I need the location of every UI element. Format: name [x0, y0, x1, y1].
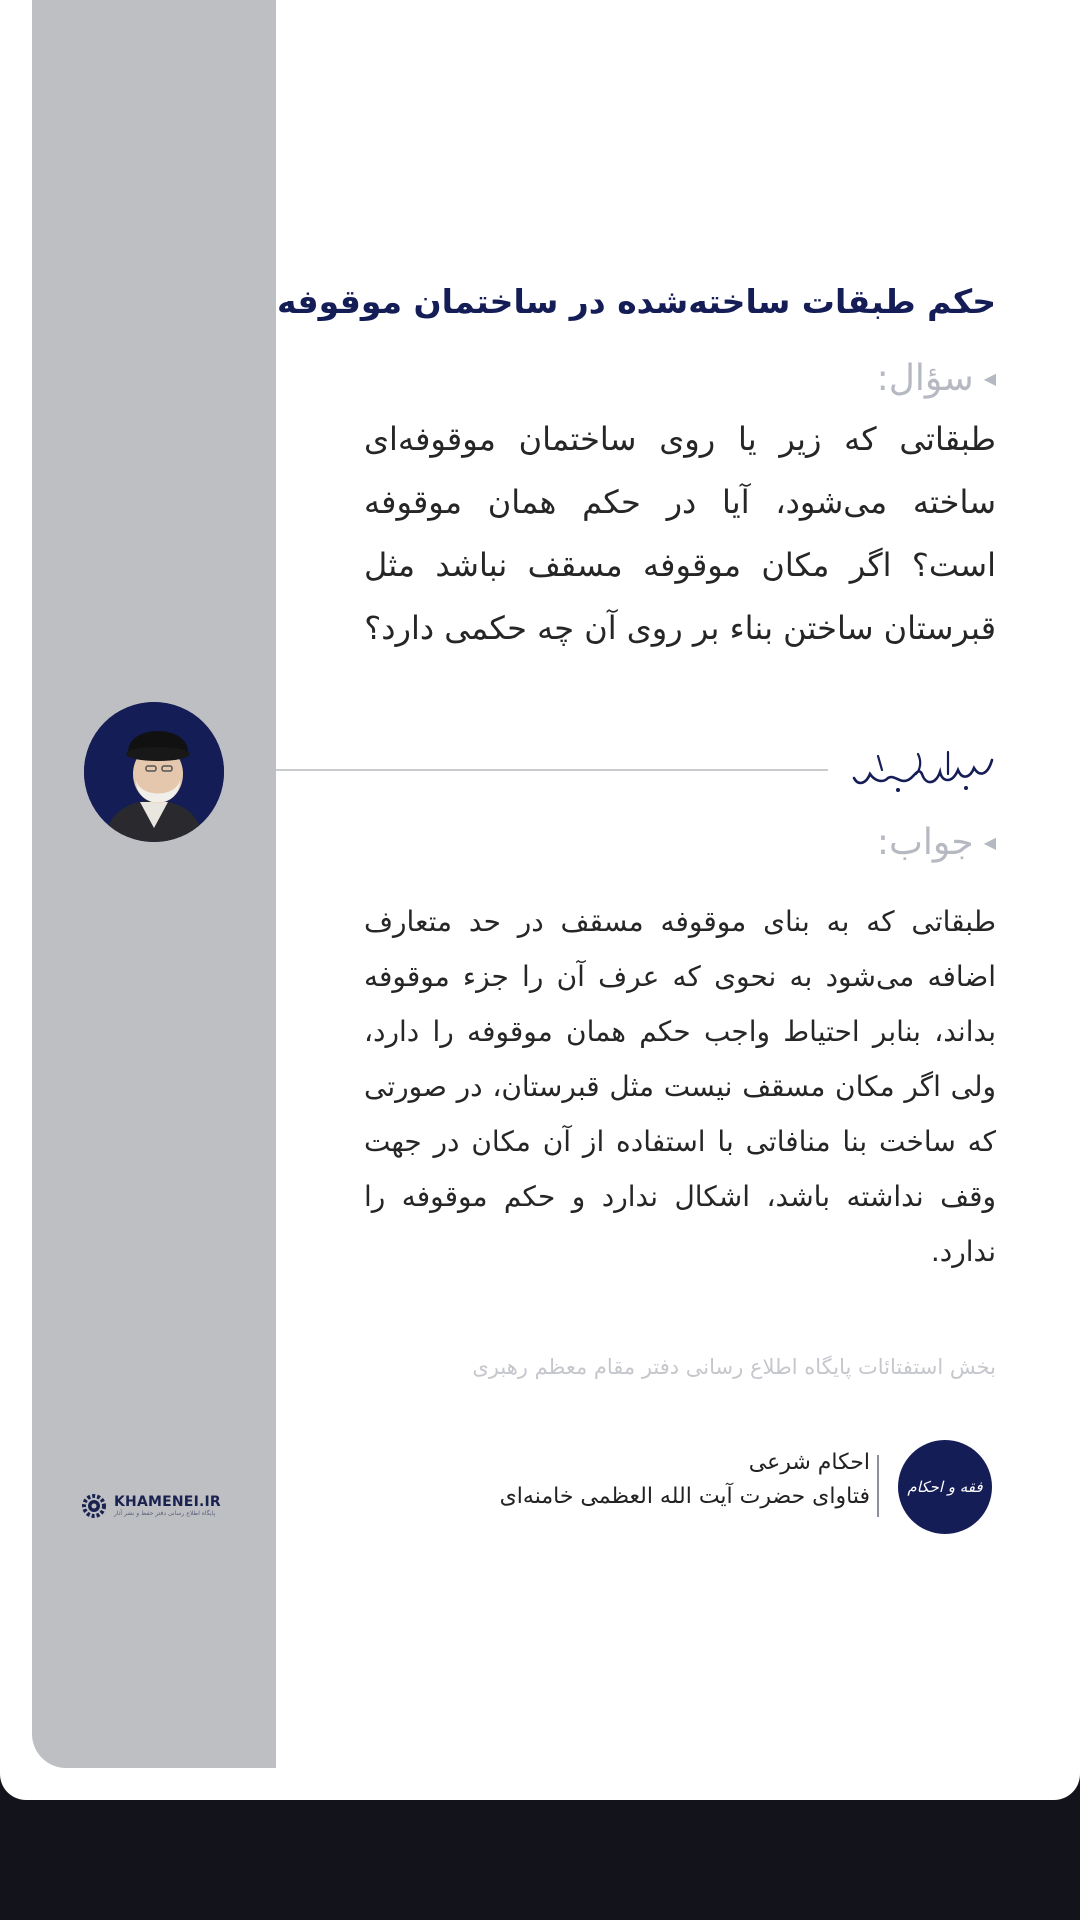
page-title: حکم طبقات ساخته‌شده در ساختمان موقوفه: [276, 282, 996, 321]
footer-line-1: احکام شرعی: [748, 1450, 870, 1475]
footer-line-2: فتاوای حضرت آیت الله العظمی خامنه‌ای: [499, 1484, 870, 1509]
footer-caption: [420, 1446, 870, 1514]
answer-text: طبقاتی که به بنای موقوفه مسقف در حد متعارف اضافه می‌شود به نحوی که عرف آن را جزء موقوفه بداند، بنابر احتیاط واجب حکم همان موقوفه را دارد، ولی اگر مکان مسقف نیست مثل قبرستان، در صورتی که ساخت بنا منافاتی با استفاده از آن مکان در جهت وقف نداشته باشد، اشکال ندارد و حکم موقوفه را ندارد.: [364, 905, 996, 1268]
source-caption: بخش استفتائات پایگاه اطلاع رسانی دفتر مقام معظم رهبری: [472, 1355, 996, 1379]
footer-divider: [877, 1455, 879, 1517]
bismillah-calligraphy: [848, 744, 998, 798]
fiqh-logo: [898, 1440, 992, 1534]
brand-subtitle: پایگاه اطلاع رسانی دفتر حفظ و نشر آثار: [114, 1510, 216, 1517]
brand-mark: [78, 1488, 238, 1524]
answer-label: [364, 822, 996, 863]
brand-name: KHAMENEI.IR: [114, 1494, 221, 1510]
question-label-text: سؤال:: [876, 358, 974, 399]
question-label: [364, 358, 996, 399]
triangle-left-icon: ◀: [983, 833, 996, 852]
portrait-avatar: [84, 702, 224, 842]
bismillah-signature: [848, 744, 998, 798]
fiqh-logo-text: فقه و احکام: [907, 1478, 983, 1496]
answer-label-text: جواب:: [876, 822, 974, 863]
gear-emblem-icon: [78, 1490, 110, 1522]
question-text: طبقاتی که زیر یا روی ساختمان موقوفه‌ای ساخته می‌شود، آیا در حکم همان موقوفه است؟ اگر مکان موقوفه مسقف نباشد مثل قبرستان ساختن بناء بر روی آن چه حکمی دارد؟: [364, 420, 996, 647]
separator-line: [276, 769, 828, 771]
triangle-left-icon: ◀: [983, 369, 996, 388]
